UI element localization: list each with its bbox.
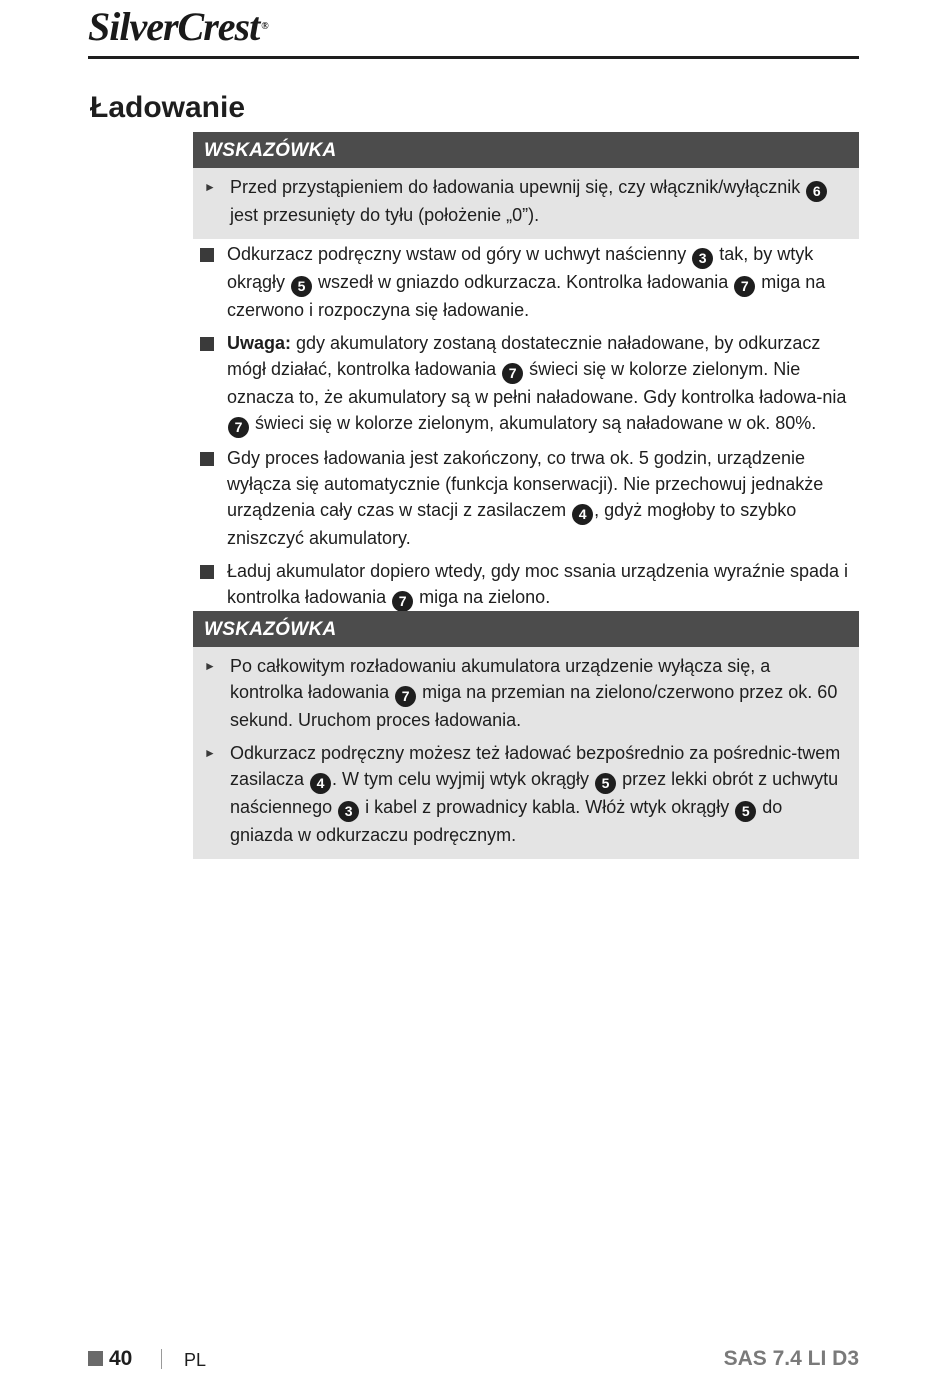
language-code: PL <box>184 1350 207 1370</box>
caution-label: Uwaga: <box>227 333 292 353</box>
item-text: świeci się w kolorze zielonym, akumulatory są naładowane w ok. 80%. <box>250 413 817 433</box>
hint-heading: WSKAZÓWKA <box>193 132 859 168</box>
page-title: Ładowanie <box>90 91 246 124</box>
part-number-badge: 5 <box>735 801 756 822</box>
hint-item <box>204 174 847 228</box>
item-text: miga na czerwono i rozpoczyna się ładowanie. <box>227 272 826 320</box>
hint-body <box>193 168 859 239</box>
arrow-bullet-icon: ► <box>204 746 216 760</box>
instruction-list <box>198 241 862 619</box>
part-number-badge: 4 <box>572 504 593 525</box>
page-number: 40 <box>109 1347 133 1370</box>
hint-text: miga na przemian na zielono/czerwono przez ok. 60 sekund. Uruchom proces ładowania. <box>230 682 838 730</box>
list-item <box>198 241 862 323</box>
hint-item <box>204 653 847 733</box>
item-text: tak, by wtyk okrągły <box>227 244 814 292</box>
item-text: Odkurzacz podręczny wstaw od góry w uchwyt naścienny <box>227 244 692 264</box>
part-number-badge: 7 <box>734 276 755 297</box>
hint-text: i kabel z prowadnicy kabla. Włóż wtyk okrągły <box>360 797 735 817</box>
part-number-badge: 3 <box>692 248 713 269</box>
part-number-badge: 7 <box>228 417 249 438</box>
item-text: świeci się w kolorze zielonym. Nie oznacza to, że akumulatory są w pełni naładowane. Gdy kontrolka ładowa-nia <box>227 359 847 407</box>
header-rule <box>88 56 859 59</box>
part-number-badge: 4 <box>310 773 331 794</box>
hint-box-2 <box>193 611 859 859</box>
hint-text: Po całkowitym rozładowaniu akumulatora urządzenie wyłącza się, a kontrolka ładowania <box>230 656 771 702</box>
square-bullet-icon <box>200 452 214 466</box>
square-bullet-icon <box>200 565 214 579</box>
part-number-badge: 7 <box>392 591 413 612</box>
hint-text: jest przesunięty do tyłu (położenie „0”). <box>230 205 540 225</box>
hint-heading: WSKAZÓWKA <box>193 611 859 647</box>
item-text: Ładuj akumulator dopiero wtedy, gdy moc ssania urządzenia wyraźnie spada i kontrolka ładowania <box>227 561 849 607</box>
model-number: SAS 7.4 LI D3 <box>723 1347 859 1370</box>
part-number-badge: 3 <box>338 801 359 822</box>
hint-text: Przed przystąpieniem do ładowania upewnij się, czy włącznik/wyłącznik <box>230 177 806 197</box>
hint-text: . W tym celu wyjmij wtyk okrągły <box>332 769 595 789</box>
hint-item <box>204 740 847 848</box>
footer-divider <box>161 1349 162 1369</box>
hint-text: Odkurzacz podręczny możesz też ładować bezpośrednio za pośrednic-twem zasilacza <box>230 743 841 789</box>
registered-mark: ® <box>261 21 268 32</box>
hint-box-1 <box>193 132 859 239</box>
list-item <box>198 445 862 551</box>
part-number-badge: 7 <box>395 686 416 707</box>
item-text: wszedł w gniazdo odkurzacza. Kontrolka ładowania <box>313 272 734 292</box>
list-item <box>198 558 862 612</box>
item-text: , gdyż mogłoby to szybko zniszczyć akumulatory. <box>227 500 797 548</box>
hint-text: do gniazda w odkurzaczu podręcznym. <box>230 797 783 845</box>
arrow-bullet-icon: ► <box>204 659 216 673</box>
item-text: miga na zielono. <box>414 587 551 607</box>
silvercrest-logo <box>88 4 268 50</box>
hint-text: przez lekki obrót z uchwytu naściennego <box>230 769 839 817</box>
item-text: gdy akumulatory zostaną dostatecznie naładowane, by odkurzacz mógł działać, kontrolka ładowania <box>227 333 821 379</box>
square-bullet-icon <box>200 248 214 262</box>
part-number-badge: 7 <box>502 363 523 384</box>
part-number-badge: 6 <box>806 181 827 202</box>
footer-square-icon <box>88 1351 103 1366</box>
hint-body <box>193 647 859 859</box>
part-number-badge: 5 <box>291 276 312 297</box>
arrow-bullet-icon: ► <box>204 180 216 194</box>
brand-name: SilverCrest <box>88 4 260 49</box>
list-item <box>198 330 862 438</box>
square-bullet-icon <box>200 337 214 351</box>
item-text: Gdy proces ładowania jest zakończony, co trwa ok. 5 godzin, urządzenie wyłącza się automatycznie (funkcja konserwacji). Nie przechowuj jednakże urządzenia cały czas w stacji z zasilaczem <box>227 448 824 520</box>
part-number-badge: 5 <box>595 773 616 794</box>
